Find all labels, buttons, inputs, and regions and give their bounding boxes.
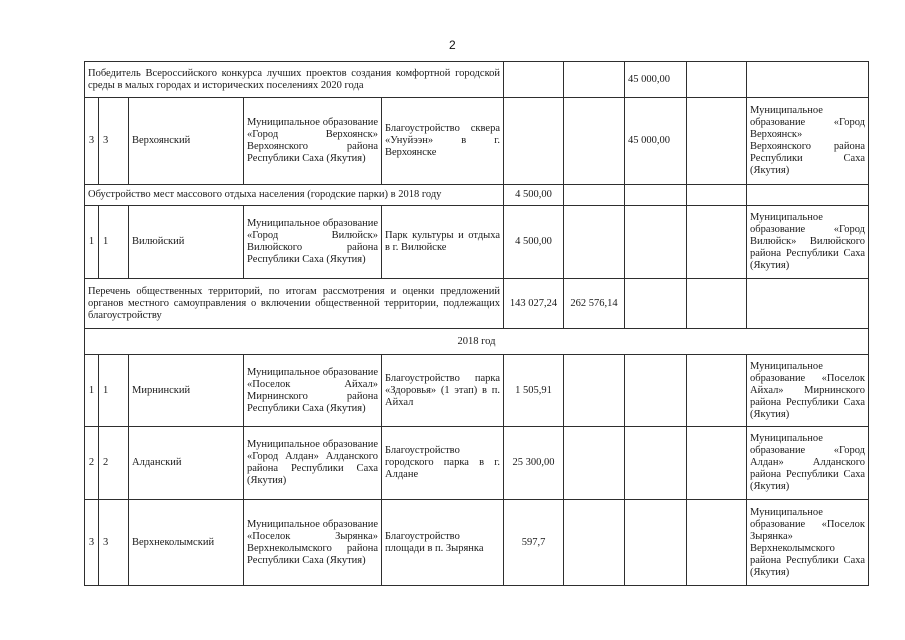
year-row [85, 329, 869, 355]
responsible-party: Муниципальное образование «Город Вилюйск» Вилюйского района Республики Саха (Якутия) [747, 206, 869, 279]
page-number: 2 [449, 38, 456, 52]
amount-c-cell [625, 500, 687, 586]
item-row [85, 98, 869, 185]
amount-c-cell [625, 355, 687, 427]
municipality-name: Муниципальное образование «Город Вилюйск» Вилюйского района Республики Саха (Якутия) [244, 206, 382, 279]
row-number: 3 [85, 98, 99, 185]
responsible-cell [747, 279, 869, 329]
row-number: 1 [85, 206, 99, 279]
amount-c-cell [625, 279, 687, 329]
item-row [85, 427, 869, 500]
municipality-name: Муниципальное образование «Город Алдан» Алданского района Республики Саха (Якутия) [244, 427, 382, 500]
amount-c-cell [625, 206, 687, 279]
district-name: Мирнинский [129, 355, 244, 427]
amount-a-cell: 25 300,00 [504, 427, 564, 500]
amount-d-cell [687, 206, 747, 279]
project-name: Благоустройство парка «Здоровья» (1 этап) в п. Айхал [382, 355, 504, 427]
amount-d-cell [687, 279, 747, 329]
amount-b-cell [564, 185, 625, 206]
amount-b-cell [564, 98, 625, 185]
amount-d-cell [687, 62, 747, 98]
amount-a-cell: 4 500,00 [504, 185, 564, 206]
item-row [85, 500, 869, 586]
amount-c-cell [625, 185, 687, 206]
amount-c-cell: 45 000,00 [625, 98, 687, 185]
responsible-cell [747, 62, 869, 98]
amount-b-cell [564, 206, 625, 279]
project-name: Парк культуры и отдыха в г. Вилюйске [382, 206, 504, 279]
amount-d-cell [687, 427, 747, 500]
municipality-name: Муниципальное образование «Город Верхоянск» Верхоянского района Республики Саха (Якутия) [244, 98, 382, 185]
amount-b-cell [564, 427, 625, 500]
item-row [85, 206, 869, 279]
responsible-party: Муниципальное образование «Поселок Айхал» Мирнинского района Республики Саха (Якутия) [747, 355, 869, 427]
section-row-parks [85, 185, 869, 206]
item-row [85, 355, 869, 427]
amount-c-cell: 45 000,00 [625, 62, 687, 98]
project-name: Благоустройство городского парка в г. Алдане [382, 427, 504, 500]
project-name: Благоустройство площади в п. Зырянка [382, 500, 504, 586]
sub-row-number: 3 [99, 98, 129, 185]
sub-row-number: 3 [99, 500, 129, 586]
projects-table [84, 61, 869, 586]
amount-a-cell: 4 500,00 [504, 206, 564, 279]
sub-row-number: 1 [99, 355, 129, 427]
section-row-competition [85, 62, 869, 98]
project-name: Благоустройство сквера «Унуйээн» в г. Верхоянске [382, 98, 504, 185]
row-number: 2 [85, 427, 99, 500]
section-title: Перечень общественных территорий, по итогам рассмотрения и оценки предложений органов местного самоуправления о включении общественной территории, подлежащих благоустройству [85, 279, 504, 329]
amount-a-cell: 143 027,24 [504, 279, 564, 329]
amount-a-cell: 1 505,91 [504, 355, 564, 427]
amount-a-cell: 597,7 [504, 500, 564, 586]
amount-c-cell [625, 427, 687, 500]
amount-d-cell [687, 355, 747, 427]
district-name: Верхнеколымский [129, 500, 244, 586]
amount-b-cell [564, 62, 625, 98]
municipality-name: Муниципальное образование «Поселок Зырянка» Верхнеколымского района Республики Саха (Якутия) [244, 500, 382, 586]
responsible-cell [747, 185, 869, 206]
responsible-party: Муниципальное образование «Город Верхоянск» Верхоянского района Республики Саха (Якутия) [747, 98, 869, 185]
section-row-public-territories [85, 279, 869, 329]
amount-a-cell [504, 98, 564, 185]
district-name: Вилюйский [129, 206, 244, 279]
amount-b-cell: 262 576,14 [564, 279, 625, 329]
amount-b-cell [564, 500, 625, 586]
section-title: Обустройство мест массового отдыха населения (городские парки) в 2018 году [85, 185, 504, 206]
sub-row-number: 1 [99, 206, 129, 279]
responsible-party: Муниципальное образование «Город Алдан» Алданского района Республики Саха (Якутия) [747, 427, 869, 500]
amount-d-cell [687, 98, 747, 185]
district-name: Верхоянский [129, 98, 244, 185]
amount-b-cell [564, 355, 625, 427]
responsible-party: Муниципальное образование «Поселок Зырянка» Верхнеколымского района Республики Саха (Якутия) [747, 500, 869, 586]
row-number: 3 [85, 500, 99, 586]
row-number: 1 [85, 355, 99, 427]
municipality-name: Муниципальное образование «Поселок Айхал» Мирнинского района Республики Саха (Якутия) [244, 355, 382, 427]
year-heading: 2018 год [85, 329, 869, 355]
sub-row-number: 2 [99, 427, 129, 500]
district-name: Алданский [129, 427, 244, 500]
amount-a-cell [504, 62, 564, 98]
amount-d-cell [687, 500, 747, 586]
section-title: Победитель Всероссийского конкурса лучших проектов создания комфортной городской среды в малых городах и исторических поселениях 2020 года [85, 62, 504, 98]
amount-d-cell [687, 185, 747, 206]
